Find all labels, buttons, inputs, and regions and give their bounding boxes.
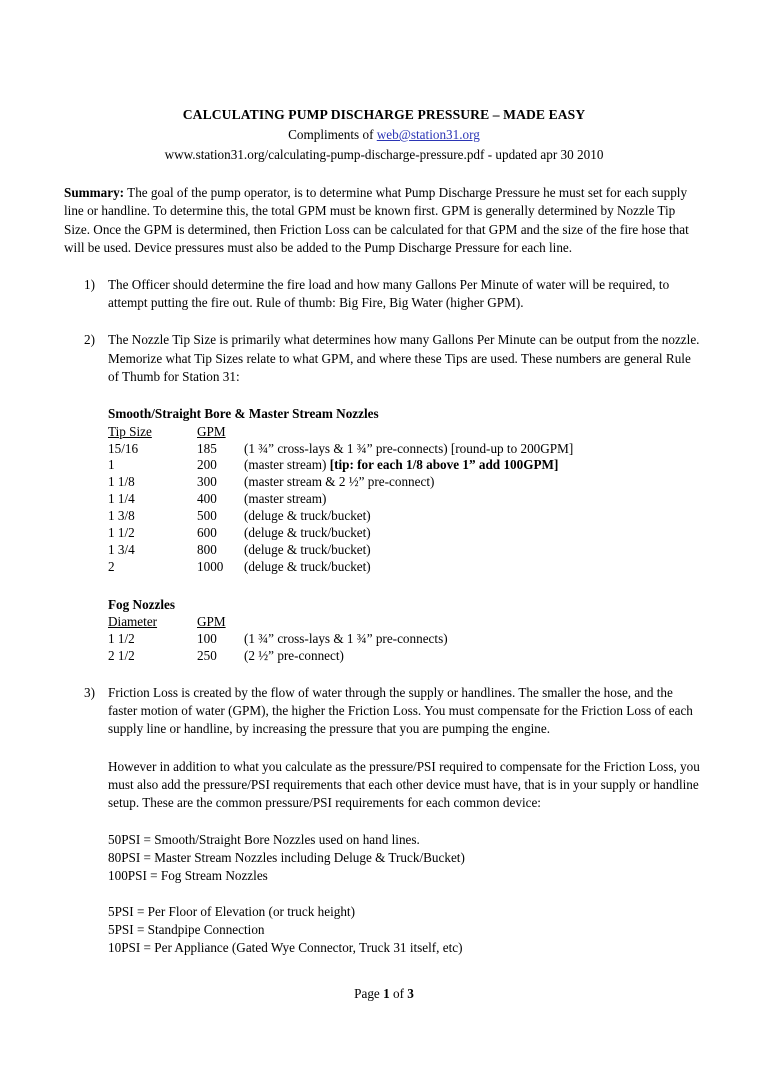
table-row bbox=[108, 474, 573, 491]
psi-line: 5PSI = Per Floor of Elevation (or truck height) bbox=[108, 904, 355, 920]
cell-gpm: 200 bbox=[197, 457, 217, 473]
page-footer bbox=[0, 985, 768, 1003]
cell-description bbox=[244, 525, 573, 542]
compliments-line bbox=[64, 126, 704, 144]
cell-tip-size: 1 1/2 bbox=[108, 525, 135, 541]
table-row bbox=[108, 457, 573, 474]
psi-line: 80PSI = Master Stream Nozzles including Deluge & Truck/Bucket) bbox=[108, 850, 465, 866]
cell-diameter: 1 1/2 bbox=[108, 631, 135, 647]
table-row bbox=[108, 441, 573, 458]
cell-gpm: 185 bbox=[197, 440, 217, 456]
cell-description bbox=[244, 491, 573, 508]
psi-line: 100PSI = Fog Stream Nozzles bbox=[108, 868, 268, 884]
cell-gpm: 400 bbox=[197, 491, 217, 507]
fog-nozzle-block bbox=[108, 596, 704, 665]
cell-description: (1 ¾” cross-lays & 1 ¾” pre-connects) bbox=[244, 631, 448, 647]
list-marker-3: 3) bbox=[84, 684, 95, 700]
fog-table-body bbox=[108, 631, 448, 665]
table-row bbox=[108, 559, 573, 576]
smooth-bore-table-title: Smooth/Straight Bore & Master Stream Nozzles bbox=[108, 406, 379, 422]
psi-line: 50PSI = Smooth/Straight Bore Nozzles used on hand lines. bbox=[108, 832, 420, 848]
cell-tip-size: 2 bbox=[108, 558, 115, 574]
cell-tip-size: 15/16 bbox=[108, 440, 139, 456]
cell-description-text: (master stream & 2 ½” pre-connect) bbox=[244, 474, 435, 490]
cell-description bbox=[244, 457, 573, 474]
table-row bbox=[108, 508, 573, 525]
footer-total-pages: 3 bbox=[407, 986, 414, 1001]
cell-description-bold: [tip: for each 1/8 above 1” add 100GPM] bbox=[329, 457, 559, 473]
list-item-1 bbox=[64, 276, 704, 312]
cell-diameter: 2 1/2 bbox=[108, 648, 135, 664]
cell-description-text: (master stream) bbox=[244, 457, 330, 473]
cell-description bbox=[244, 508, 573, 525]
list-item-3 bbox=[64, 684, 704, 739]
psi-line: 10PSI = Per Appliance (Gated Wye Connector, Truck 31 itself, etc) bbox=[108, 940, 463, 955]
column-header-tip-size: Tip Size bbox=[108, 423, 152, 439]
list-text-2: The Nozzle Tip Size is primarily what determines how many Gallons Per Minute can be output from the nozzle. Memorize what Tip Sizes relate to what GPM, and where these Tips are used. These numbers are general Rule of Thumb for Station 31: bbox=[108, 332, 700, 384]
footer-page-number: 1 bbox=[383, 986, 390, 1001]
summary-label: Summary: bbox=[64, 185, 125, 201]
document-body bbox=[64, 106, 704, 957]
list-text-3: Friction Loss is created by the flow of water through the supply or handlines. The smaller the hose, and the faster motion of water (GPM), the higher the Friction Loss. You must compensate for the Friction Loss of each supply line or handline, by increasing the pressure that you are pumping the engine. bbox=[108, 684, 693, 737]
email-link[interactable]: web@station31.org bbox=[376, 127, 480, 143]
table-row bbox=[108, 648, 448, 665]
table-row bbox=[108, 542, 573, 559]
cell-gpm: 250 bbox=[197, 648, 217, 664]
psi-line: 5PSI = Standpipe Connection bbox=[108, 922, 265, 938]
cell-description-text: (1 ¾” cross-lays & 1 ¾” pre-connects) [round-up to 200GPM] bbox=[244, 440, 574, 456]
document-title: CALCULATING PUMP DISCHARGE PRESSURE – MADE EASY bbox=[182, 107, 586, 122]
cell-gpm: 600 bbox=[197, 525, 217, 541]
smooth-bore-nozzle-block bbox=[108, 405, 704, 576]
list-text-1: The Officer should determine the fire load and how many Gallons Per Minute of water will be required, to attempt putting the fire out. Rule of thumb: Big Fire, Big Water (higher GPM). bbox=[108, 277, 670, 311]
table-header-row bbox=[108, 614, 448, 631]
cell-tip-size: 1 3/4 bbox=[108, 541, 135, 557]
column-header-gpm: GPM bbox=[197, 423, 226, 439]
cell-description bbox=[244, 559, 573, 576]
cell-description: (2 ½” pre-connect) bbox=[244, 648, 344, 664]
footer-prefix: Page bbox=[354, 986, 384, 1001]
cell-description bbox=[244, 474, 573, 491]
cell-description-text: (deluge & truck/bucket) bbox=[244, 508, 371, 524]
fog-table-title: Fog Nozzles bbox=[108, 596, 176, 612]
smooth-bore-table-body bbox=[108, 441, 573, 576]
smooth-bore-nozzle-table bbox=[108, 424, 573, 576]
compliments-prefix: Compliments of bbox=[288, 127, 377, 143]
cell-description bbox=[244, 441, 573, 458]
cell-description-text: (master stream) bbox=[244, 491, 327, 507]
cell-description bbox=[244, 542, 573, 559]
cell-gpm: 100 bbox=[197, 631, 217, 647]
list-marker-1: 1) bbox=[84, 277, 95, 293]
column-header-description bbox=[244, 424, 573, 441]
cell-gpm: 300 bbox=[197, 474, 217, 490]
summary-paragraph bbox=[64, 184, 704, 257]
footer-middle: of bbox=[389, 986, 408, 1001]
cell-tip-size: 1 1/8 bbox=[108, 474, 135, 490]
psi-nozzle-list bbox=[108, 831, 704, 885]
cell-gpm: 1000 bbox=[197, 558, 224, 574]
table-row bbox=[108, 491, 573, 508]
cell-description-text: (deluge & truck/bucket) bbox=[244, 558, 371, 574]
cell-tip-size: 1 bbox=[108, 457, 115, 473]
cell-gpm: 500 bbox=[197, 508, 217, 524]
table-row bbox=[108, 525, 573, 542]
cell-tip-size: 1 1/4 bbox=[108, 491, 135, 507]
list-item-2 bbox=[64, 331, 704, 386]
column-header-description bbox=[244, 614, 448, 631]
however-paragraph: However in addition to what you calculate as the pressure/PSI required to compensate for the Friction Loss, you must also add the pressure/PSI requirements that each other device must have, that is in your supply or handline setup. These are the common pressure/PSI requirements for each common device: bbox=[108, 758, 700, 811]
table-row bbox=[108, 631, 448, 648]
column-header-gpm: GPM bbox=[197, 614, 226, 630]
summary-text: The goal of the pump operator, is to determine what Pump Discharge Pressure he must set for each supply line or handline. To determine this, the total GPM must be known first. GPM is generally determined by Nozzle Tip Size. Once the GPM is determined, then Friction Loss can be calculated for that GPM and the size of the fire hose that will be used. Device pressures must also be added to the Pump Discharge Pressure for each line. bbox=[64, 185, 689, 255]
cell-description-text: (deluge & truck/bucket) bbox=[244, 525, 371, 541]
document-url-line: www.station31.org/calculating-pump-discharge-pressure.pdf - updated apr 30 2010 bbox=[164, 146, 604, 162]
table-header-row bbox=[108, 424, 573, 441]
list-marker-2: 2) bbox=[84, 332, 95, 348]
cell-gpm: 800 bbox=[197, 541, 217, 557]
column-header-diameter: Diameter bbox=[108, 614, 158, 630]
cell-tip-size: 1 3/8 bbox=[108, 508, 135, 524]
psi-appliance-list bbox=[108, 903, 704, 957]
fog-nozzle-table bbox=[108, 614, 448, 665]
cell-description-text: (deluge & truck/bucket) bbox=[244, 541, 371, 557]
